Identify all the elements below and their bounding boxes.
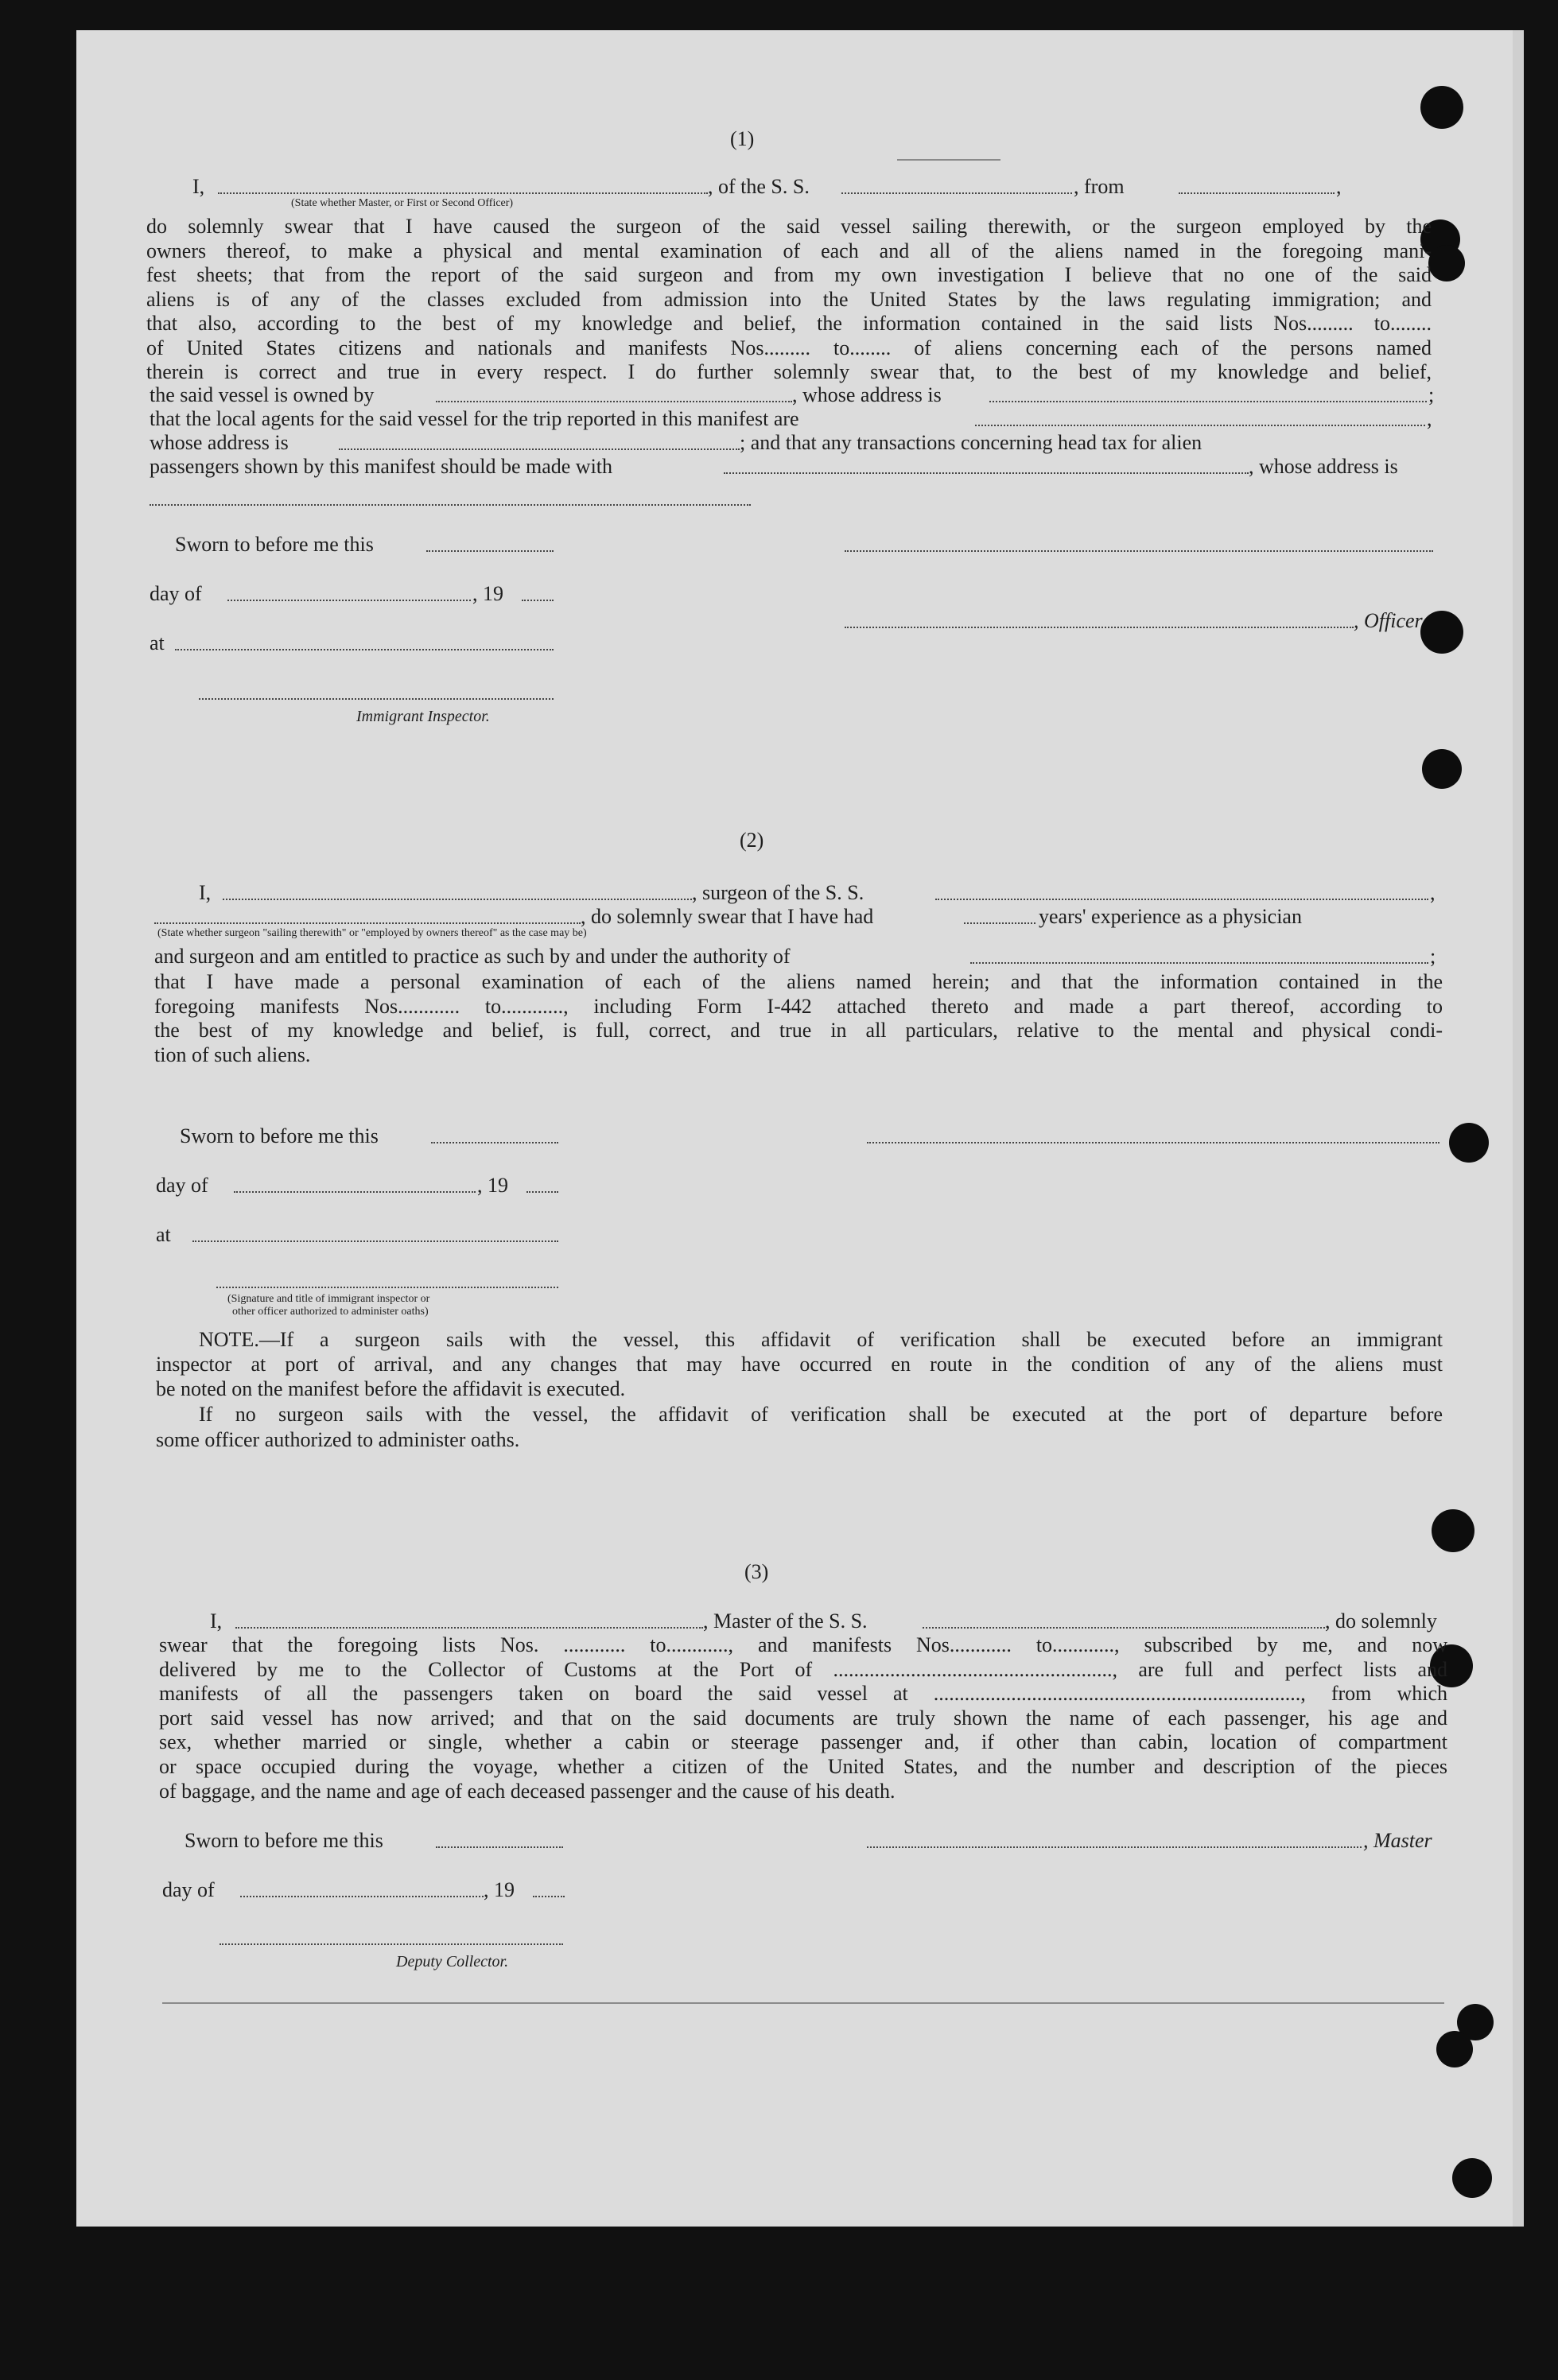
year-field-2[interactable]: [526, 1191, 558, 1193]
surgeon-signature-field[interactable]: [867, 1142, 1439, 1143]
month-field[interactable]: [227, 600, 471, 601]
officer-label: , Officer: [1354, 609, 1423, 632]
year-field-3[interactable]: [533, 1896, 565, 1897]
local-agents-label: that the local agents for the said vessel for the trip reported in this manifest are: [150, 407, 799, 430]
at-place-field-2[interactable]: [192, 1240, 558, 1242]
note-paragraph: NOTE.—If a surgeon sails with the vessel, this affidavit of verification shall be executed before an immigrant inspector at port of arrival, and any changes that may have occurred en route in the condition of any of the aliens must: [156, 1328, 1443, 1376]
semicolon-2: ;: [1430, 945, 1436, 968]
witness-signature-field[interactable]: [216, 1287, 558, 1288]
surgeon-caption: (State whether surgeon "sailing therewith" or "employed by owners thereof" as the case may be): [157, 927, 587, 939]
sworn-label-2: Sworn to before me this: [180, 1124, 379, 1147]
at-label-2: at: [156, 1223, 171, 1246]
officer-caption: (State whether Master, or First or Second Officer): [291, 197, 514, 209]
surgeon-of-label: , surgeon of the S. S.: [692, 881, 864, 904]
line-end-2: ,: [1430, 881, 1436, 904]
head-tax-text: ; and that any transactions concerning head tax for alien: [740, 431, 1202, 454]
divider-line: [897, 159, 1000, 161]
sworn-date-field-2[interactable]: [431, 1142, 558, 1143]
bottom-rule: [162, 2002, 1444, 2004]
oath-i-2: I,: [199, 881, 212, 904]
owned-by-label: the said vessel is owned by: [150, 383, 375, 406]
month-field-3[interactable]: [240, 1896, 484, 1897]
local-agents-field[interactable]: [975, 425, 1425, 426]
comma: ,: [1427, 407, 1432, 430]
year-label-3: , 19: [484, 1878, 515, 1901]
punch-hole: [1432, 1509, 1474, 1552]
master-vessel-field[interactable]: [923, 1627, 1325, 1629]
years-field[interactable]: [964, 922, 1035, 924]
years-text: years' experience as a physician: [1039, 905, 1302, 928]
oath-paragraph-1: do solemnly swear that I have caused the surgeon of the said vessel sailing therewith, or the surgeon employed by the owners thereof, to make a physical and mental examination of each and all of the aliens named in the foregoing mani- fest sheets; that from the report of the said surgeon and from my own investigation I believe that no one of the said aliens is of any of the classes excluded from admission into the United States by the laws regulating immigration; and that also, according to the best of my knowledge and belief, the information contained in the said lists Nos......... to........ of United States citizens and nationals and manifests Nos......... to........ of aliens concerning each of the persons named therein is correct and true in every respect. I do further solemnly swear that, to the best of my knowledge and belief,: [146, 215, 1432, 383]
year-label: , 19: [472, 582, 503, 605]
paragraph-3-last: of baggage, and the name and age of each deceased passenger and the cause of his death.: [159, 1780, 896, 1803]
oath-i-3: I,: [210, 1609, 223, 1633]
surgeon-status-field[interactable]: [154, 922, 581, 924]
authority-field[interactable]: [970, 962, 1428, 964]
officer-name-field[interactable]: [218, 192, 708, 194]
do-solemnly: , do solemnly: [1325, 1609, 1437, 1633]
at-place-field[interactable]: [175, 649, 554, 650]
oath-paragraph-2: that I have made a personal examination of each of the aliens named herein; and that the information contained in the foregoing manifests Nos............ to............, including Form I-442 attached thereto and made a part thereof, according to the best of my knowledge and belief, is full, correct, and true in all particulars, relative to the mental and physical condi-: [154, 970, 1443, 1042]
vessel-name-field[interactable]: [841, 192, 1072, 194]
day-of-label-2: day of: [156, 1174, 208, 1197]
transactions-address-field[interactable]: [150, 504, 751, 506]
oath-paragraph-3: swear that the foregoing lists Nos. ............ to............, and manifests Nos............ to............, subscribed by me, and now delivered by me to the Collector of Customs at the Port of ......................................................, are full and perfect lists and manifests of all the passengers taken on board the said vessel at ......................................................................., from which port said vessel has now arrived; and that on the said documents are truly shown the name of each passenger, his age and sex, whether married or single, whether a cabin or steerage passenger and, if other than cabin, location of compartment or space occupied during the voyage, whether a citizen of the United States, and the number and description of the pieces: [159, 1633, 1447, 1778]
sworn-date-field[interactable]: [426, 550, 554, 552]
day-of-label-3: day of: [162, 1878, 215, 1901]
punch-hole: [1449, 1123, 1489, 1163]
agents-address-field[interactable]: [339, 448, 740, 450]
note-last: be noted on the manifest before the affidavit is executed.: [156, 1377, 626, 1400]
year-label-2: , 19: [477, 1174, 508, 1197]
signature-caption-1: (Signature and title of immigrant inspector or: [227, 1293, 430, 1305]
line-end: ,: [1336, 175, 1342, 198]
deputy-signature-field[interactable]: [220, 1943, 563, 1945]
master-of-label: , Master of the S. S.: [703, 1609, 868, 1633]
month-field-2[interactable]: [234, 1191, 476, 1193]
sworn-label-3: Sworn to before me this: [185, 1829, 383, 1852]
oath-i: I,: [192, 175, 205, 198]
signature-caption-2: other officer authorized to administer oaths): [232, 1306, 429, 1318]
punch-hole: [1420, 86, 1463, 129]
surgeon-vessel-field[interactable]: [935, 899, 1428, 900]
surgeon-name-field[interactable]: [223, 899, 692, 900]
master-name-field[interactable]: [235, 1627, 703, 1629]
punch-hole: [1428, 245, 1465, 281]
officer-title-field[interactable]: [845, 627, 1354, 628]
day-of-label: day of: [150, 582, 202, 605]
at-label: at: [150, 631, 165, 654]
owner-address-field[interactable]: [989, 401, 1427, 402]
paragraph-2-last: tion of such aliens.: [154, 1043, 311, 1066]
transactions-address-label: , whose address is: [1249, 455, 1398, 478]
inspector-label: Immigrant Inspector.: [356, 708, 490, 725]
owner-field[interactable]: [436, 401, 792, 402]
form-sheet: [76, 30, 1524, 2227]
punch-hole: [1422, 749, 1462, 789]
master-label: , Master: [1363, 1829, 1432, 1852]
from-port-field[interactable]: [1179, 192, 1335, 194]
from-label: , from: [1074, 175, 1125, 198]
note-2-last: some officer authorized to administer oaths.: [156, 1428, 520, 1451]
passengers-text: passengers shown by this manifest should be made with: [150, 455, 613, 478]
master-signature-field[interactable]: [867, 1846, 1362, 1848]
punch-hole: [1452, 2158, 1492, 2198]
section-2-number: (2): [740, 829, 764, 852]
officer-signature-field[interactable]: [845, 550, 1433, 552]
of-the-ss-label: , of the S. S.: [708, 175, 810, 198]
authority-text: and surgeon and am entitled to practice as such by and under the authority of: [154, 945, 791, 968]
note-2-paragraph: If no surgeon sails with the vessel, the affidavit of verification shall be executed at the port of departure before: [199, 1403, 1443, 1426]
sworn-date-field-3[interactable]: [436, 1846, 563, 1848]
semicolon: ;: [1428, 383, 1435, 406]
section-3-number: (3): [744, 1560, 769, 1583]
sworn-label: Sworn to before me this: [175, 533, 374, 556]
year-field[interactable]: [522, 600, 554, 601]
punch-hole: [1436, 2031, 1473, 2067]
swear-text: , do solemnly swear that I have had: [581, 905, 874, 928]
inspector-signature-field[interactable]: [199, 698, 554, 700]
owner-address-label: , whose address is: [792, 383, 942, 406]
punch-hole: [1420, 611, 1463, 654]
agents-address-label: whose address is: [150, 431, 289, 454]
transactions-party-field[interactable]: [724, 472, 1249, 474]
section-1-number: (1): [730, 127, 755, 150]
deputy-label: Deputy Collector.: [396, 1953, 509, 1970]
